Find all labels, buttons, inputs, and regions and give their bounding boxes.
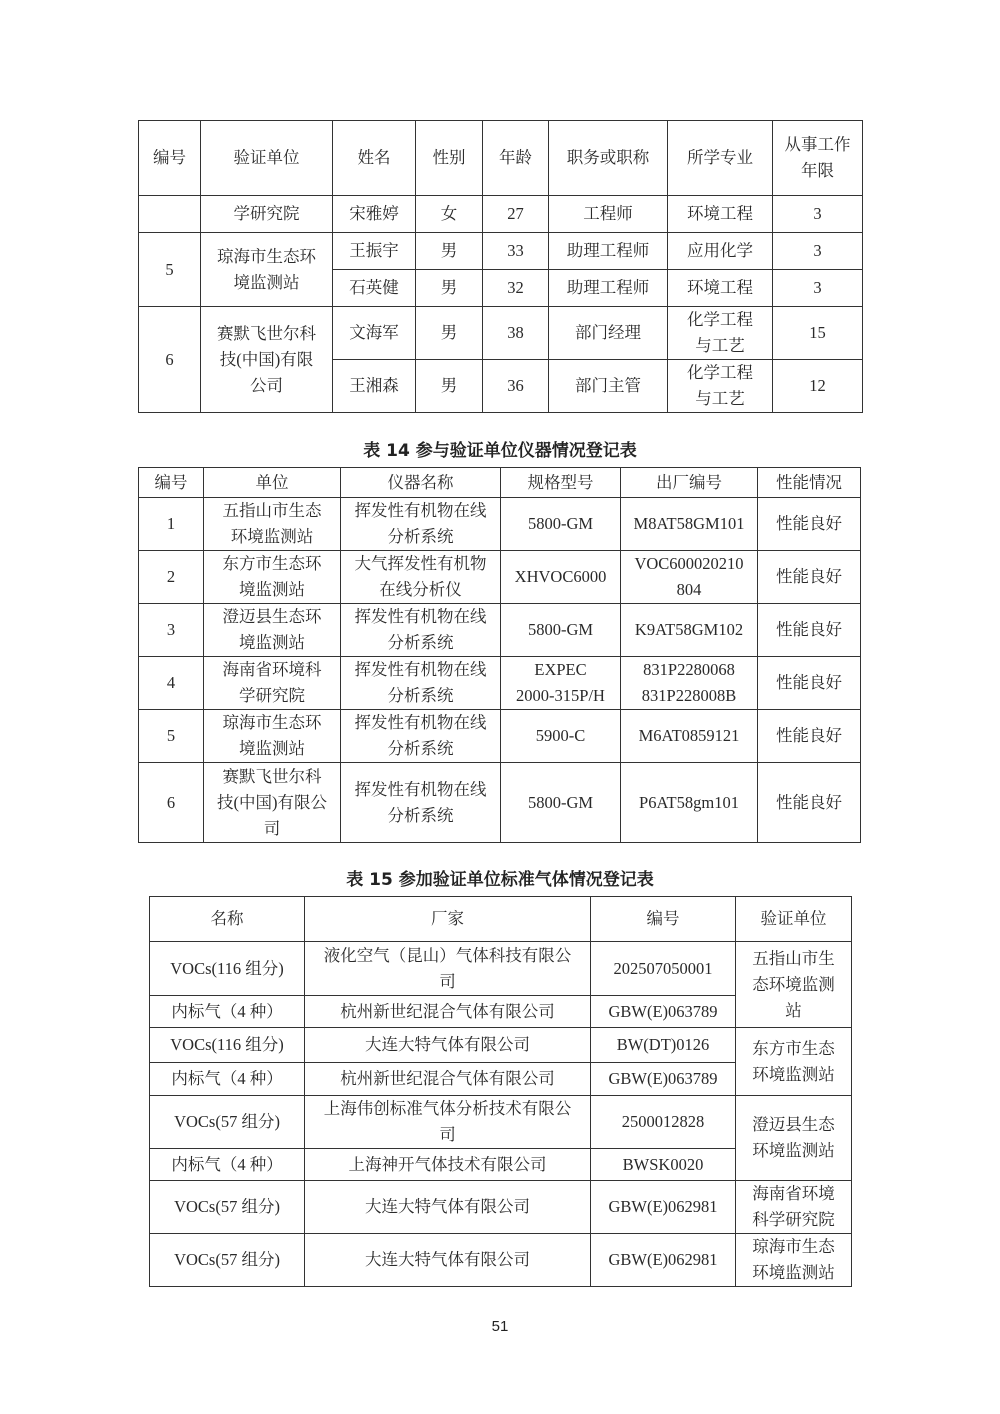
table-cell: 五指山市生态 环境监测站: [204, 498, 341, 551]
personnel-table-continued: [138, 120, 863, 413]
table-cell: 石英健: [333, 270, 416, 307]
table-row: [139, 233, 863, 270]
table-cell: 挥发性有机物在线 分析系统: [341, 710, 501, 763]
table-cell: 海南省环境 科学研究院: [736, 1181, 852, 1234]
table-15-caption: 表 15 参加验证单位标准气体情况登记表: [346, 870, 654, 890]
table-row: [139, 498, 861, 551]
table-cell: 38: [483, 307, 549, 360]
column-header: 验证单位: [736, 897, 852, 942]
table-cell: XHVOC6000: [501, 551, 621, 604]
table-cell: 杭州新世纪混合气体有限公司: [305, 996, 591, 1028]
column-header: 所学专业: [668, 121, 773, 196]
table-cell: P6AT58gm101: [621, 763, 758, 843]
table-cell: 海南省环境科 学研究院: [204, 657, 341, 710]
table-cell: 内标气（4 种）: [150, 1149, 305, 1181]
table-cell: 大连大特气体有限公司: [305, 1028, 591, 1063]
table-cell: 上海伟创标准气体分析技术有限公 司: [305, 1096, 591, 1149]
table-cell: 5800-GM: [501, 763, 621, 843]
table-cell: 内标气（4 种）: [150, 1063, 305, 1096]
table-cell: 部门主管: [549, 360, 668, 413]
table-cell: 东方市生态 环境监测站: [736, 1028, 852, 1096]
table-cell: 831P2280068 831P228008B: [621, 657, 758, 710]
table-cell: 学研究院: [201, 196, 333, 233]
table-cell: BWSK0020: [591, 1149, 736, 1181]
table-cell: 大连大特气体有限公司: [305, 1181, 591, 1234]
table-row: [139, 551, 861, 604]
table-cell: 赛默飞世尔科 技(中国)有限公 司: [204, 763, 341, 843]
header-row: [139, 468, 861, 498]
table-row: [139, 710, 861, 763]
column-header: 年龄: [483, 121, 549, 196]
table-cell: 工程师: [549, 196, 668, 233]
table-cell: 琼海市生态环 境监测站: [201, 233, 333, 307]
table-cell: 12: [773, 360, 863, 413]
table-cell: 澄迈县生态 环境监测站: [736, 1096, 852, 1181]
table-cell: 6: [139, 763, 204, 843]
table-cell: 15: [773, 307, 863, 360]
column-header: 名称: [150, 897, 305, 942]
table-cell: VOCs(116 组分): [150, 1028, 305, 1063]
column-header: 规格型号: [501, 468, 621, 498]
table-cell: 王湘森: [333, 360, 416, 413]
table-cell: VOC600020210 804: [621, 551, 758, 604]
table-cell: 东方市生态环 境监测站: [204, 551, 341, 604]
table-cell: 男: [416, 360, 483, 413]
table-cell: 女: [416, 196, 483, 233]
table-cell: 3: [773, 270, 863, 307]
table-cell: GBW(E)063789: [591, 1063, 736, 1096]
table-cell: GBW(E)063789: [591, 996, 736, 1028]
table-cell: 环境工程: [668, 270, 773, 307]
table-row: [139, 196, 863, 233]
table-row: [150, 1234, 852, 1287]
table-cell: 文海军: [333, 307, 416, 360]
table-cell: 化学工程 与工艺: [668, 307, 773, 360]
table-cell: 应用化学: [668, 233, 773, 270]
table-cell: 36: [483, 360, 549, 413]
table-cell: 性能良好: [758, 763, 861, 843]
table-cell: 王振宇: [333, 233, 416, 270]
table-cell: 27: [483, 196, 549, 233]
table-cell: GBW(E)062981: [591, 1234, 736, 1287]
table-cell: 挥发性有机物在线 分析系统: [341, 657, 501, 710]
column-header: 职务或职称: [549, 121, 668, 196]
column-header: 从事工作 年限: [773, 121, 863, 196]
table-14-caption: 表 14 参与验证单位仪器情况登记表: [363, 441, 637, 461]
column-header: 编号: [591, 897, 736, 942]
column-header: 厂家: [305, 897, 591, 942]
table-cell: 挥发性有机物在线 分析系统: [341, 498, 501, 551]
table-cell: 5800-GM: [501, 498, 621, 551]
table-cell: 5800-GM: [501, 604, 621, 657]
table-cell: 杭州新世纪混合气体有限公司: [305, 1063, 591, 1096]
table-cell: K9AT58GM102: [621, 604, 758, 657]
table-cell: 性能良好: [758, 551, 861, 604]
column-header: 验证单位: [201, 121, 333, 196]
table-cell: 澄迈县生态环 境监测站: [204, 604, 341, 657]
table-row: [150, 1096, 852, 1149]
table-cell: 液化空气（昆山）气体科技有限公 司: [305, 942, 591, 996]
table-cell: 大连大特气体有限公司: [305, 1234, 591, 1287]
table-cell: 助理工程师: [549, 233, 668, 270]
instrument-table: [138, 467, 861, 843]
table-cell: 部门经理: [549, 307, 668, 360]
standard-gas-table: [149, 896, 852, 1287]
table-cell: 5: [139, 233, 201, 307]
column-header: 性别: [416, 121, 483, 196]
table-row: [139, 307, 863, 360]
table-cell: 2: [139, 551, 204, 604]
column-header: 单位: [204, 468, 341, 498]
table-cell: 2500012828: [591, 1096, 736, 1149]
table-cell: 上海神开气体技术有限公司: [305, 1149, 591, 1181]
table-cell: 性能良好: [758, 498, 861, 551]
table-cell: 大气挥发性有机物 在线分析仪: [341, 551, 501, 604]
table-cell: 5: [139, 710, 204, 763]
table-cell: VOCs(57 组分): [150, 1096, 305, 1149]
table-cell: 6: [139, 307, 201, 413]
column-header: 出厂编号: [621, 468, 758, 498]
table-cell: 环境工程: [668, 196, 773, 233]
table-cell: 宋雅婷: [333, 196, 416, 233]
table-cell: 五指山市生 态环境监测 站: [736, 942, 852, 1028]
table-cell: 3: [773, 196, 863, 233]
table-cell: M8AT58GM101: [621, 498, 758, 551]
table-cell: 4: [139, 657, 204, 710]
table-cell: 男: [416, 270, 483, 307]
table-cell: 赛默飞世尔科 技(中国)有限 公司: [201, 307, 333, 413]
table-row: [139, 763, 861, 843]
table-cell: 3: [139, 604, 204, 657]
table-cell: VOCs(57 组分): [150, 1181, 305, 1234]
table-cell: 5900-C: [501, 710, 621, 763]
column-header: 姓名: [333, 121, 416, 196]
table-cell: 助理工程师: [549, 270, 668, 307]
table-cell: [139, 196, 201, 233]
table-cell: VOCs(57 组分): [150, 1234, 305, 1287]
table-cell: 3: [773, 233, 863, 270]
table-row: [150, 942, 852, 996]
page-number: 51: [491, 1318, 509, 1335]
table-cell: 化学工程 与工艺: [668, 360, 773, 413]
table-cell: 琼海市生态环 境监测站: [204, 710, 341, 763]
table-cell: 挥发性有机物在线 分析系统: [341, 604, 501, 657]
table-cell: 琼海市生态 环境监测站: [736, 1234, 852, 1287]
column-header: 编号: [139, 468, 204, 498]
table-row: [150, 1181, 852, 1234]
table-row: [139, 657, 861, 710]
table-cell: 1: [139, 498, 204, 551]
table-cell: 内标气（4 种）: [150, 996, 305, 1028]
table-cell: 性能良好: [758, 604, 861, 657]
table-cell: 32: [483, 270, 549, 307]
table-cell: 33: [483, 233, 549, 270]
table-cell: 202507050001: [591, 942, 736, 996]
table-cell: VOCs(116 组分): [150, 942, 305, 996]
table-cell: EXPEC 2000-315P/H: [501, 657, 621, 710]
column-header: 仪器名称: [341, 468, 501, 498]
table-cell: GBW(E)062981: [591, 1181, 736, 1234]
table-cell: 男: [416, 233, 483, 270]
column-header: 性能情况: [758, 468, 861, 498]
header-row: [139, 121, 863, 196]
table-row: [150, 1028, 852, 1063]
table-cell: 性能良好: [758, 657, 861, 710]
table-cell: 男: [416, 307, 483, 360]
table-cell: 挥发性有机物在线 分析系统: [341, 763, 501, 843]
table-row: [139, 604, 861, 657]
table-cell: M6AT0859121: [621, 710, 758, 763]
table-cell: BW(DT)0126: [591, 1028, 736, 1063]
header-row: [150, 897, 852, 942]
column-header: 编号: [139, 121, 201, 196]
table-cell: 性能良好: [758, 710, 861, 763]
